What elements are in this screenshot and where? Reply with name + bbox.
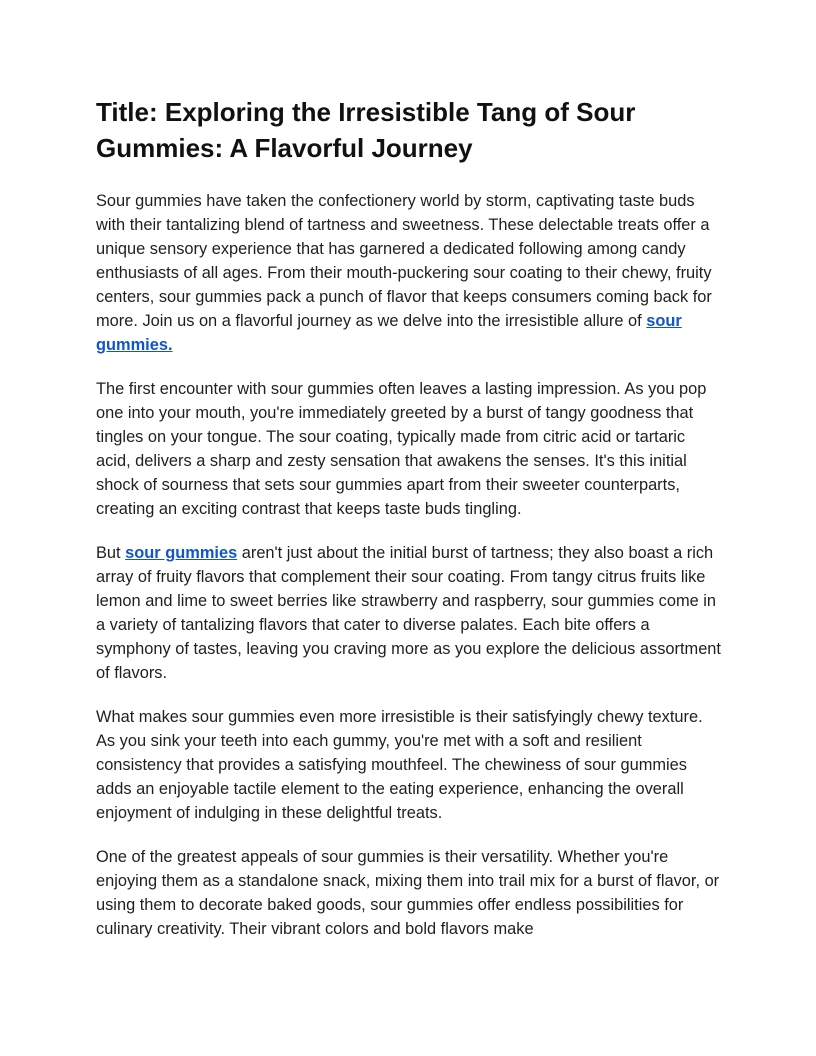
paragraph-fruity-flavors xyxy=(96,541,722,685)
sour-gummies-inline-link[interactable]: sour gummies xyxy=(125,544,238,562)
paragraph-intro-text: Sour gummies have taken the confectionery world by storm, captivating taste buds with their tantalizing blend of tartness and sweetness. These delectable treats offer a unique sensory experience that has garnered a dedicated following among candy enthusiasts of all ages. From their mouth-puckering sour coating to their chewy, fruity centers, sour gummies pack a punch of flavor that keeps consumers coming back for more. Join us on a flavorful journey as we delve into the irresistible allure of xyxy=(96,192,712,330)
document-title: Title: Exploring the Irresistible Tang of Sour Gummies: A Flavorful Journey xyxy=(96,97,636,163)
document-page xyxy=(96,94,722,941)
paragraph-chewy-texture: What makes sour gummies even more irresistible is their satisfyingly chewy texture. As you sink your teeth into each gummy, you're met with a soft and resilient consistency that provides a satisfying mouthfeel. The chewiness of sour gummies adds an enjoyable tactile element to the eating experience, enhancing the overall enjoyment of indulging in these delightful treats. xyxy=(96,708,703,822)
paragraph-first-encounter: The first encounter with sour gummies often leaves a lasting impression. As you pop one into your mouth, you're immediately greeted by a burst of tangy goodness that tingles on your tongue. The sour coating, typically made from citric acid or tartaric acid, delivers a sharp and zesty sensation that awakens the senses. It's this initial shock of sourness that sets sour gummies apart from their sweeter counterparts, creating an exciting contrast that keeps taste buds tingling. xyxy=(96,380,707,518)
paragraph-fruity-flavors-lead: But xyxy=(96,544,126,562)
paragraph-versatility: One of the greatest appeals of sour gummies is their versatility. Whether you're enjoying them as a standalone snack, mixing them into trail mix for a burst of flavor, or using them to decorate baked goods, sour gummies offer endless possibilities for culinary creativity. Their vibrant colors and bold flavors make xyxy=(96,848,720,938)
sour-gummies-link[interactable]: sour gummies. xyxy=(96,312,682,354)
paragraph-intro xyxy=(96,189,722,357)
paragraph-fruity-flavors-text: aren't just about the initial burst of tartness; they also boast a rich array of fruity flavors that complement their sour coating. From tangy citrus fruits like lemon and lime to sweet berries like strawberry and raspberry, sour gummies come in a variety of tantalizing flavors that cater to diverse palates. Each bite offers a symphony of tastes, leaving you craving more as you explore the delicious assortment of flavors. xyxy=(96,544,721,682)
